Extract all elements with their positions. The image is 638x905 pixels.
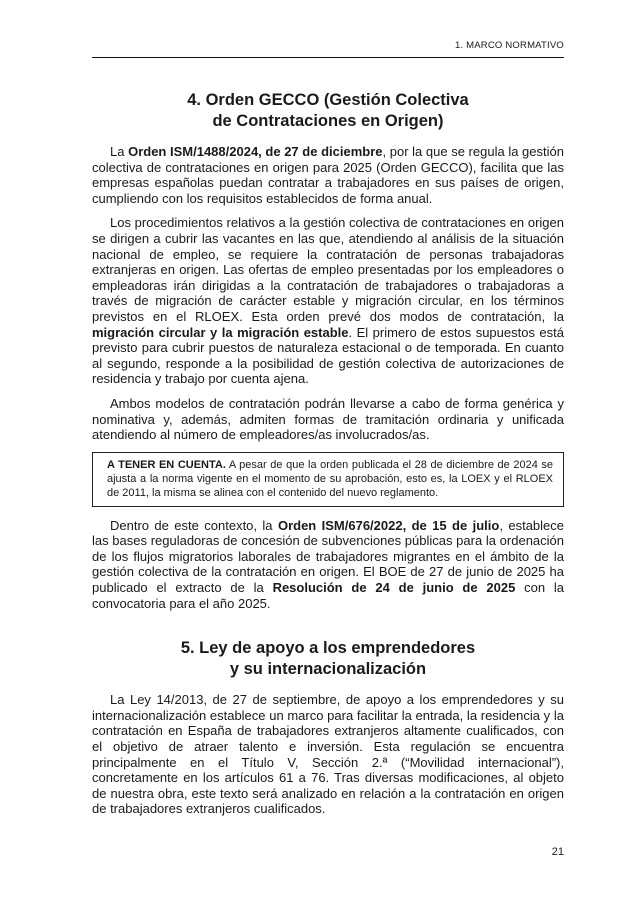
section-4-paragraph-3: Ambos modelos de contratación podrán llevarse a cabo de forma genérica y nominativa y, además, admiten formas de tramitación ordinaria y unificada atendiendo al número de empleadores/as involucrados/as. bbox=[92, 395, 564, 443]
text-run: . El primero de estos supuestos está previsto para cubrir puestos de naturaleza estacional o de temporada. En cuanto al segundo, responde a la posibilidad de gestión colectiva de autorizaciones de residencia y trabajo por cuenta ajena. bbox=[92, 324, 565, 387]
section-4-paragraph-4 bbox=[92, 518, 564, 612]
bold-run: Orden ISM/1488/2024, de 27 de diciembre bbox=[128, 144, 383, 159]
section-5-paragraph-1: La Ley 14/2013, de 27 de septiembre, de apoyo a los emprendedores y su internacionalización establece un marco para facilitar la entrada, la residencia y la contratación en España de trabajadores extranjeros altamente cualificados, con el objetivo de atraer talento e inversión. Esta regulación se encuentra principalmente en el Título V, Sección 2.ª (“Movilidad internacional”), concretamente en los artículos 61 a 76. Tras diversas modificaciones, al objeto de nuestra obra, este texto será analizado en relación a la contratación en origen de trabajadores extranjeros cualificados. bbox=[92, 692, 564, 817]
section-5-title-line-1: 5. Ley de apoyo a los emprendedores bbox=[180, 639, 476, 658]
note-box bbox=[92, 452, 564, 507]
text-run: , establece las bases reguladoras de concesión de subvenciones públicas para la ordenación de los flujos migratorios laborales de trabajadores migrantes en el ámbito de la gestión colectiva de la contratación en origen. El BOE de 27 de junio de 2025 ha publicado el extracto de la bbox=[92, 517, 565, 596]
text-run: La bbox=[110, 144, 129, 159]
section-4-title bbox=[92, 90, 564, 132]
bold-run: migración circular y la migración estable bbox=[92, 324, 349, 340]
section-4-title-line-2: de Contrataciones en Origen) bbox=[212, 112, 444, 130]
text-run: Dentro de este contexto, la bbox=[110, 517, 278, 533]
section-5-title bbox=[92, 638, 564, 680]
page-number: 21 bbox=[551, 846, 564, 858]
section-4-title-line-1: 4. Orden GECCO (Gestión Colectiva bbox=[187, 91, 469, 109]
page-body bbox=[92, 90, 564, 826]
text-run: Los procedimientos relativos a la gestión colectiva de contrataciones en origen se dirigen a cubrir las vacantes en las que, atendiendo al análisis de la situación nacional de empleo, se requiere la contratación de personas trabajadoras extranjeras en origen. Las ofertas de empleo presentadas por los empleadores o empleadoras irán dirigidas a la contratación de trabajadores o trabajadoras a través de migración de carácter estable y migración circular, en los términos previstos en el RLOEX. Esta orden prevé dos modos de contratación, la bbox=[92, 215, 564, 324]
text-run: , por la que se regula la gestión colectiva de contrataciones en origen para 2025 (Orden GECCO), facilita que las empresas españolas puedan contratar a trabajadores en sus países de origen, cumpliendo con los requisitos establecidos de forma anual. bbox=[92, 144, 564, 206]
section-4-paragraph-2 bbox=[92, 215, 564, 387]
note-lead: A TENER EN CUENTA. bbox=[107, 458, 226, 471]
text-run: con la convocatoria para el año 2025. bbox=[92, 580, 564, 611]
note-text: A pesar de que la orden publicada el 28 de diciembre de 2024 se ajusta a la norma vigente en el momento de su aprobación, esto es, la LOEX y el RLOEX de 2011, la misma se alinea con el contenido del nuevo reglamento. bbox=[107, 458, 554, 499]
header-rule bbox=[92, 57, 564, 58]
bold-run: Orden ISM/676/2022, de 15 de julio bbox=[277, 517, 500, 533]
bold-run: Resolución de 24 de junio de 2025 bbox=[272, 580, 516, 596]
section-4-paragraph-1 bbox=[92, 144, 564, 206]
section-5-title-line-2: y su internacionalización bbox=[229, 660, 427, 679]
running-header: 1. MARCO NORMATIVO bbox=[455, 40, 564, 51]
